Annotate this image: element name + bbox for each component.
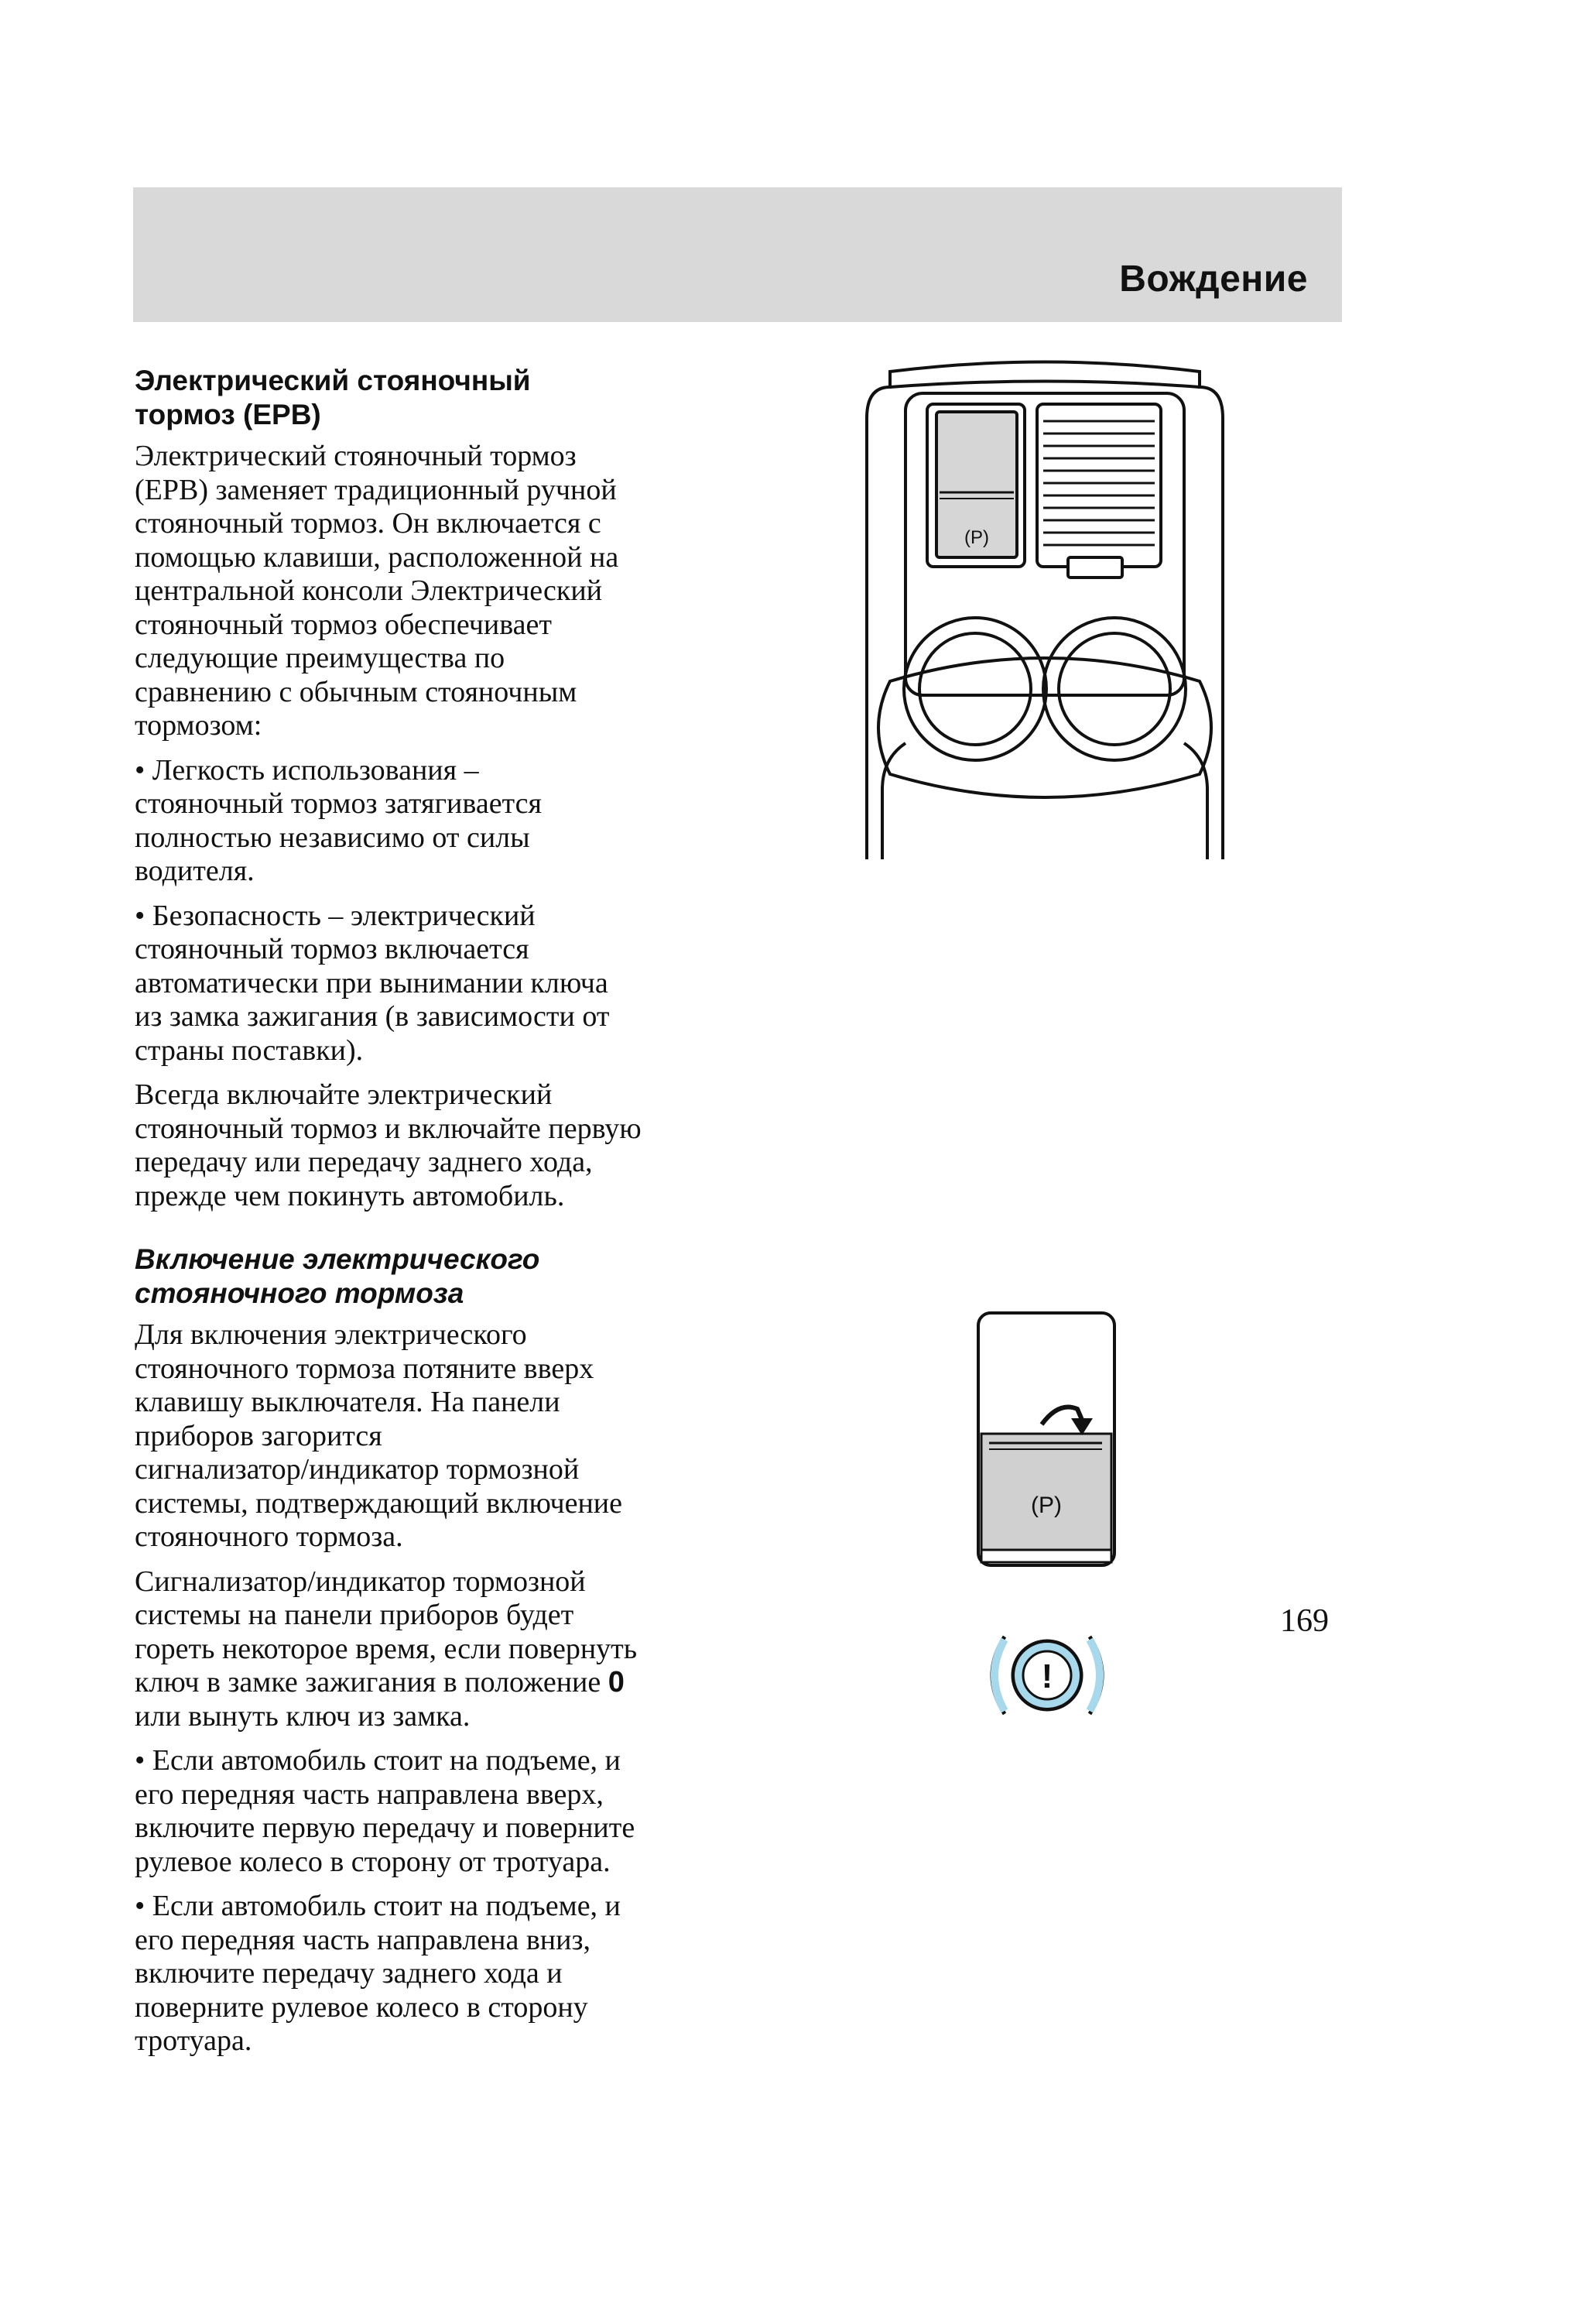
section1-heading <box>135 364 769 432</box>
text-line: стояночного тормоза. <box>135 1520 403 1553</box>
warning-exclamation: ! <box>1041 1657 1053 1695</box>
text-line: • Безопасность – электрический <box>135 899 536 932</box>
park-symbol-label: (P) <box>964 527 989 548</box>
text-line: рулевое колесо в сторону от тротуара. <box>135 1845 611 1878</box>
text-line: тормозом: <box>135 709 262 742</box>
switch-park-label: (P) <box>1031 1493 1062 1518</box>
section-title: Вождение <box>1119 259 1308 300</box>
header-band <box>133 187 1342 322</box>
center-console-illustration <box>859 356 1231 867</box>
text-line: системы, подтверждающий включение <box>135 1486 622 1520</box>
text-line: стояночный тормоз затягивается <box>135 787 542 820</box>
text-line: помощью клавиши, расположенной на <box>135 540 619 574</box>
text-line: (EPB) заменяет традиционный ручной <box>135 473 617 506</box>
bullet-ease-of-use <box>135 754 769 889</box>
text-line: сигнализатор/индикатор тормозной <box>135 1453 580 1486</box>
epb-switch-illustration <box>974 1308 1121 1572</box>
text-line: поверните рулевое колесо в сторону <box>135 1990 588 2024</box>
text-line: страны поставки). <box>135 1033 364 1067</box>
text-line: водителя. <box>135 855 255 887</box>
text-line: ключ в замке зажигания в положение <box>135 1666 601 1698</box>
text-line: включите первую передачу и поверните <box>135 1812 635 1844</box>
indicator-paragraph <box>135 1565 769 1734</box>
heading-line: стояночного тормоза <box>135 1277 464 1309</box>
text-line: следующие преимущества по <box>135 642 505 674</box>
text-line: приборов загорится <box>135 1419 382 1452</box>
text-line: передачу или передачу заднего хода, <box>135 1146 593 1178</box>
page-number: 169 <box>1280 1603 1329 1639</box>
text-line: из замка зажигания (в зависимости от <box>135 1000 610 1033</box>
bullet-uphill <box>135 1744 769 1879</box>
heading-line: Включение электрического <box>135 1243 540 1275</box>
text-line: Всегда включайте электрический <box>135 1078 553 1111</box>
text-line: Электрический стояночный тормоз <box>135 440 577 472</box>
text-line: тротуара. <box>135 2024 252 2057</box>
text-line: • Легкость использования – <box>135 753 479 787</box>
text-line: полностью независимо от силы <box>135 821 530 854</box>
text-line: системы на панели приборов будет <box>135 1599 574 1631</box>
text-column <box>135 364 769 2069</box>
text-line: включите передачу заднего хода и <box>135 1957 563 1990</box>
activation-paragraph <box>135 1318 769 1554</box>
bullet-safety <box>135 900 769 1068</box>
text-line: сравнению с обычным стояночным <box>135 675 577 708</box>
bullet-downhill <box>135 1890 769 2058</box>
text-line: гореть некоторое время, если повернуть <box>135 1632 638 1665</box>
heading-line: тормоз (EPB) <box>135 399 321 430</box>
text-line: стояночный тормоз включается <box>135 933 529 965</box>
text-line: • Если автомобиль стоит на подъеме, и <box>135 1890 621 1922</box>
section2-heading <box>135 1243 769 1311</box>
text-line: Сигнализатор/индикатор тормозной <box>135 1565 586 1598</box>
text-line: • Если автомобиль стоит на подъеме, и <box>135 1744 621 1777</box>
text-line: или вынуть ключ из замка. <box>135 1699 471 1733</box>
text-line: Для включения электрического <box>135 1318 527 1351</box>
ignition-position-value: 0 <box>608 1666 625 1698</box>
heading-line: Электрический стояночный <box>135 365 531 396</box>
closing-paragraph <box>135 1078 769 1213</box>
text-line: клавишу выключателя. На панели <box>135 1386 560 1418</box>
text-line: стояночный тормоз и включайте первую <box>135 1112 642 1145</box>
text-line: прежде чем покинуть автомобиль. <box>135 1179 565 1212</box>
intro-paragraph <box>135 440 769 743</box>
text-line: стояночный тормоз. Он включается с <box>135 507 601 540</box>
text-line: его передняя часть направлена вверх, <box>135 1777 604 1811</box>
text-line: стояночного тормоза потяните вверх <box>135 1352 594 1385</box>
text-line: автоматически при вынимании ключа <box>135 966 608 999</box>
brake-warning-icon <box>974 1621 1121 1729</box>
text-line: стояночный тормоз обеспечивает <box>135 608 552 641</box>
text-line: его передняя часть направлена вниз, <box>135 1923 591 1956</box>
text-line: центральной консоли Электрический <box>135 574 603 607</box>
